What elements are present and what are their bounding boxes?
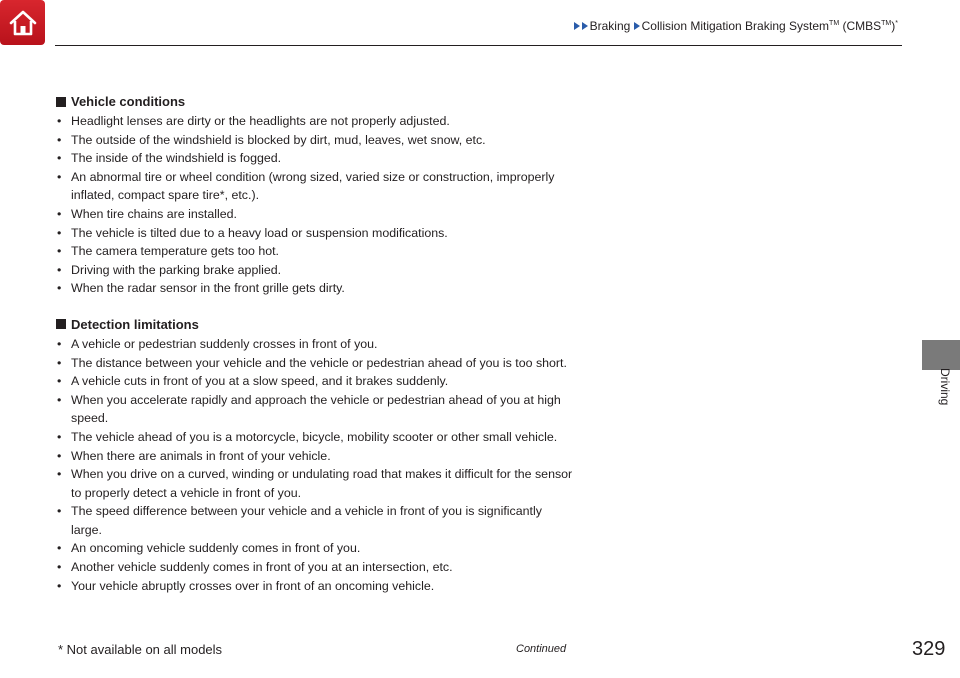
arrow-right-icon [582,22,588,30]
list-item: • Headlight lenses are dirty or the headlights are not properly adjusted. [57,114,450,128]
page-number: 329 [912,638,946,660]
breadcrumb-item-cmbs[interactable]: Collision Mitigation Braking System™ (CMBS™)* [641,19,898,33]
list-item: • A vehicle or pedestrian suddenly crosses in front of you. [57,336,378,351]
list-item: • When tire chains are installed. [57,206,237,221]
vehicle-conditions-list [56,112,576,298]
arrow-right-icon [574,22,580,30]
list-item: • The distance between your vehicle and the vehicle or pedestrian ahead of you is too short. [57,355,567,370]
list-item: • The vehicle is tilted due to a heavy load or suspension modifications. [57,225,448,240]
list-item: • When you drive on a curved, winding or undulating road that makes it difficult for the sensor to properly detect a vehicle in front of you. [57,467,573,500]
side-tab-driving[interactable] [922,340,960,370]
square-bullet-icon [56,97,66,107]
list-item: • When there are animals in front of your vehicle. [57,448,331,463]
list-item: • Your vehicle abruptly crosses over in front of an oncoming vehicle. [57,578,435,593]
list-item: • The camera temperature gets too hot. [57,244,279,259]
list-item: • A vehicle cuts in front of you at a slow speed, and it brakes suddenly. [57,374,449,389]
footnote: * Not available on all models [58,642,223,657]
section-heading-detection-limitations: Detection limitations [56,317,576,332]
list-item: • The vehicle ahead of you is a motorcycle, bicycle, mobility scooter or other small vehicle. [57,429,558,444]
side-tab-label: Driving [938,368,952,406]
section-heading-vehicle-conditions: Vehicle conditions [56,94,576,109]
list-item: • An oncoming vehicle suddenly comes in front of you. [57,541,361,556]
home-icon [7,7,39,39]
main-content [56,94,576,595]
breadcrumb-item-braking[interactable]: Braking [589,19,631,33]
list-item: • An abnormal tire or wheel condition (wrong sized, varied size or construction, improperly inflated, compact spare tire*, etc.). [57,169,555,203]
list-item: • The speed difference between your vehicle and a vehicle in front of you is significantly large. [57,504,542,537]
list-item: • Driving with the parking brake applied. [57,262,282,277]
list-item: • When the radar sensor in the front grille gets dirty. [57,281,345,296]
list-item: • The outside of the windshield is blocked by dirt, mud, leaves, wet snow, etc. [57,132,486,147]
continued-label: Continued [516,643,567,655]
home-button[interactable] [0,0,45,45]
list-item: • Another vehicle suddenly comes in front of you at an intersection, etc. [57,560,453,575]
arrow-right-icon [634,22,640,30]
list-item: • The inside of the windshield is fogged. [57,151,282,166]
detection-limitations-list [56,335,576,595]
breadcrumb [574,19,898,33]
header-divider [55,45,902,46]
list-item: • When you accelerate rapidly and approach the vehicle or pedestrian ahead of you at high speed. [57,392,561,426]
square-bullet-icon [56,319,66,329]
